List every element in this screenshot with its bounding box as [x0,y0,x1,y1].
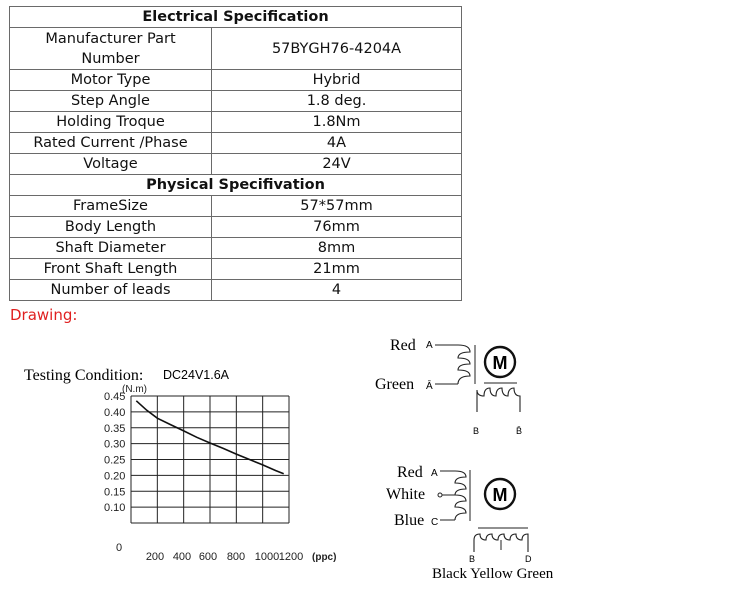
chart-y-tick: 0.25 [104,454,126,467]
chart-y-tick: 0.45 [104,391,126,403]
spec-value: 1.8 deg. [212,91,462,112]
coil-top-a-icon [458,345,470,384]
spec-value: 24V [212,154,462,175]
spec-label: Motor Type [10,70,212,91]
spec-label: Step Angle [10,91,212,112]
chart-y-tick: 0.15 [104,486,126,499]
chart-x-tick: 200 [145,551,165,563]
wire-bot-center-tap-icon [438,493,442,497]
chart-y-tick: 0.30 [104,438,126,451]
spec-label: Rated Current /Phase [10,133,212,154]
wiring-diagram-6-lead [386,464,554,582]
wire-bot-pin-b: B [469,554,476,564]
chart-x-tick: 400 [172,551,192,563]
wire-top-pin-a: A [426,340,433,351]
spec-value: 21mm [212,259,462,280]
testing-condition-value: DC24V1.6A [163,368,230,382]
spec-value: 1.8Nm [212,112,462,133]
coil-bot-a-icon [455,471,466,520]
spec-label: FrameSize [10,196,212,217]
motor-bottom-symbol: M [492,485,508,505]
physical-title: Physical Specifivation [10,175,462,196]
spec-label: Body Length [10,217,212,238]
spec-label: Shaft Diameter [10,238,212,259]
chart-x-tick: 600 [198,551,218,563]
drawing-label: Drawing: [10,306,78,324]
spec-label: Holding Troque [10,112,212,133]
wire-bot-pin-c: C [431,517,439,528]
motor-top-symbol: M [492,353,508,373]
spec-label: Front Shaft Length [10,259,212,280]
wire-top-green-label: Green [375,376,415,393]
wire-bot-pin-d: D [525,554,532,564]
chart-x-tick: 1000 [254,551,280,563]
wire-bot-white-label: White [386,486,426,503]
spec-value: 57*57mm [212,196,462,217]
wire-top-pin-b: B [473,426,480,436]
testing-condition-label: Testing Condition: [24,367,144,384]
spec-value: 57BYGH76-4204A [212,28,462,70]
wire-top-red-label: Red [390,337,416,354]
chart-y-tick: 0.40 [104,406,126,419]
chart-x-tick: 800 [226,551,246,563]
wire-bot-red-label: Red [397,464,423,481]
chart-y-tick: 0.20 [104,470,126,483]
spec-label: Number of leads [10,280,212,301]
chart-x-label: (ppc) [312,552,337,563]
chart-y-label: (N.m) [122,384,147,395]
spec-value: 4 [212,280,462,301]
spec-value: 76mm [212,217,462,238]
wire-bot-colors-label: Black Yellow Green [432,566,554,582]
spec-value: Hybrid [212,70,462,91]
chart-y-tick: 0 [116,542,123,554]
chart-y-tick: 0.10 [104,502,126,515]
chart-y-tick: 0.35 [104,422,126,435]
wiring-diagram-4-lead [375,337,522,436]
torque-chart [104,384,336,563]
spec-label: Voltage [10,154,212,175]
wire-top-pin-a-bar: Ā [426,381,433,392]
wire-top-pin-b-bar: B̄ [516,426,523,436]
coil-top-b-icon [477,388,520,412]
chart-x-tick: 1200 [278,551,304,563]
spec-label: Manufacturer Part Number [10,28,212,70]
spec-value: 4A [212,133,462,154]
wire-bot-pin-a: A [431,468,438,479]
spec-value: 8mm [212,238,462,259]
wire-bot-blue-label: Blue [394,512,425,529]
electrical-title: Electrical Specification [10,7,462,28]
